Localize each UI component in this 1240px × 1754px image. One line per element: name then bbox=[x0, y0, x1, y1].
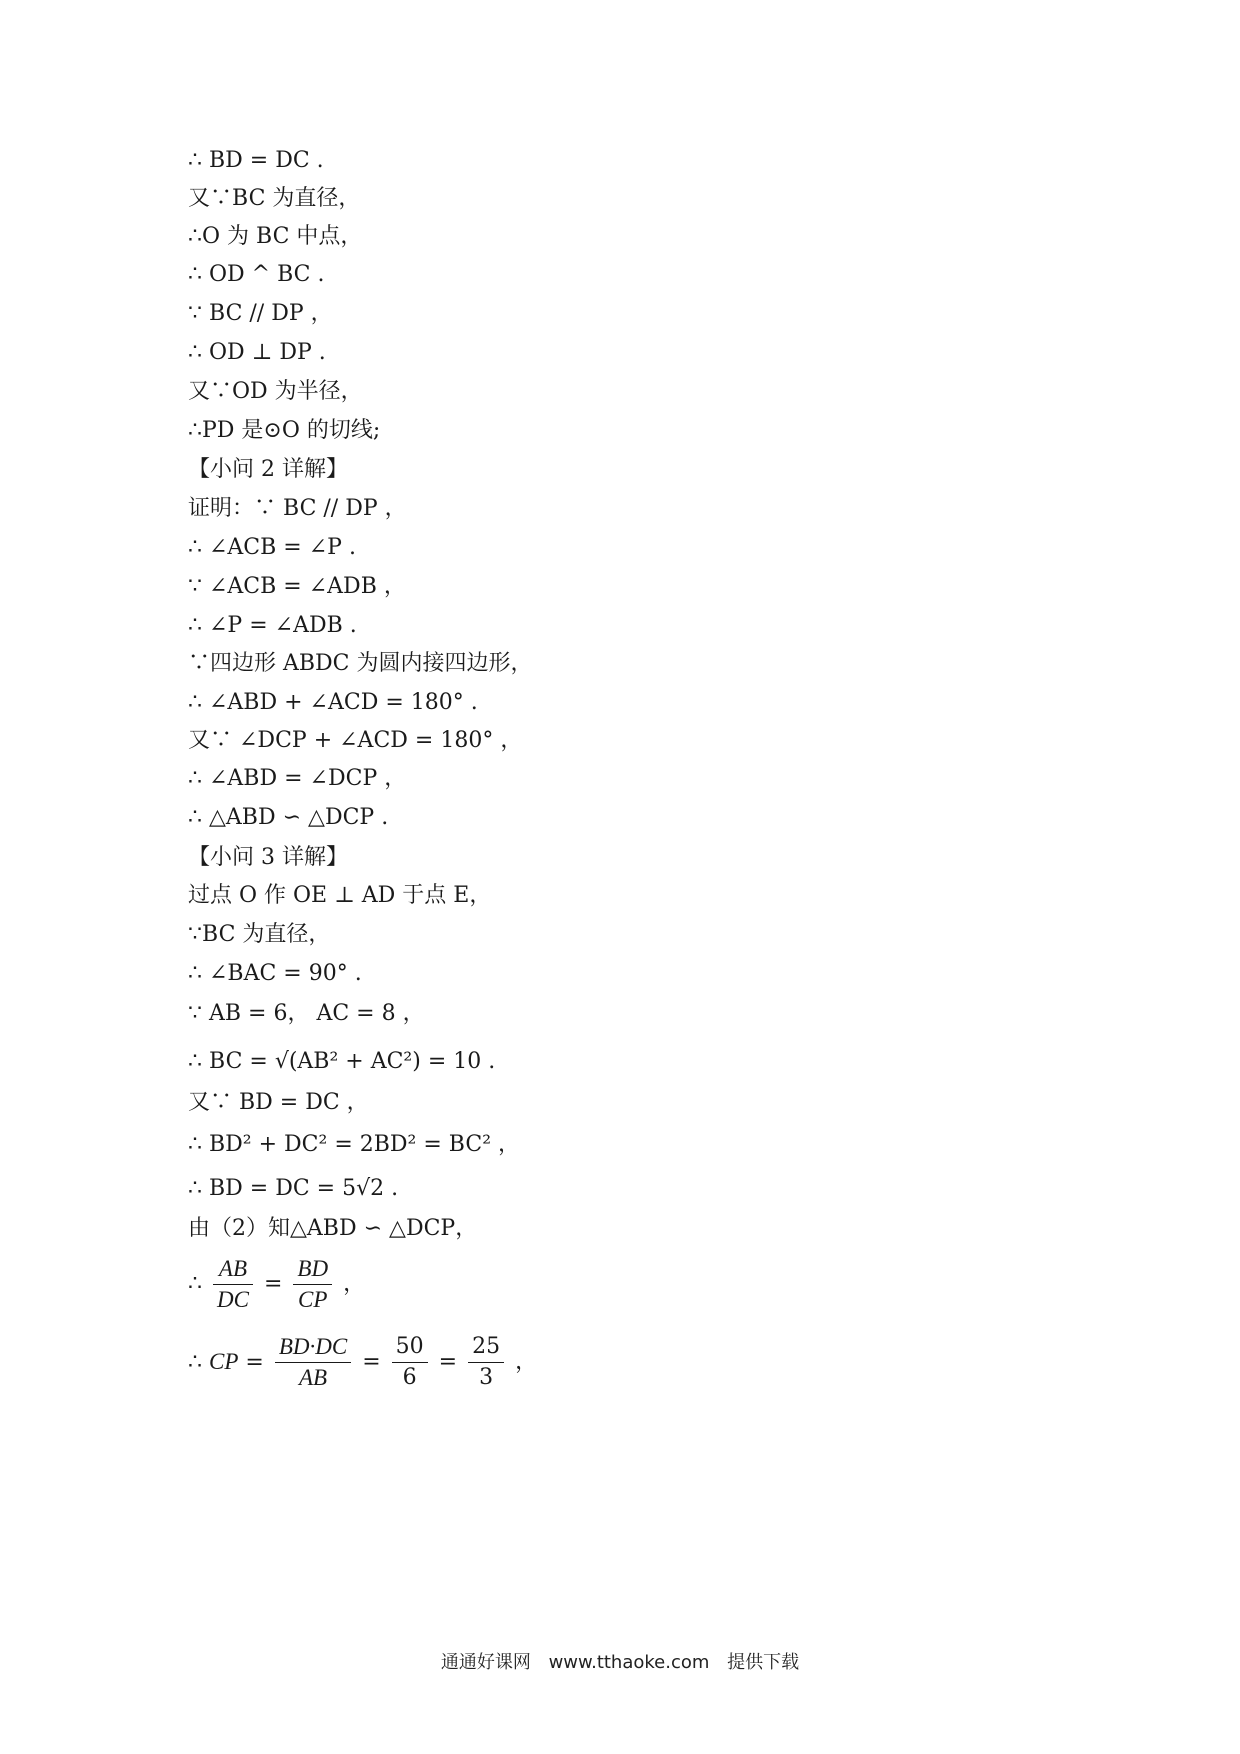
solution-line: 又∵OD 为半径， bbox=[188, 379, 363, 404]
fraction-line-2: ∴ CP = $\frac{BD\cdot DC}{AB}$ = $\frac{50}{6}$ = $\frac{25}{3}$ ， bbox=[188, 1332, 537, 1393]
fraction: $\frac{50}{6}$ bbox=[392, 1332, 428, 1393]
solution-line: 又∵BC 为直径， bbox=[188, 186, 361, 211]
solution-line: ∴ OD ⊥ DP . bbox=[188, 340, 326, 365]
solution-line: 又∵ ∠DCP + ∠ACD = 180° ， bbox=[188, 728, 523, 753]
solution-line: ∵四边形 ABDC 为圆内接四边形， bbox=[188, 651, 533, 676]
section-heading-q3: 【小问 3 详解】 bbox=[188, 845, 348, 870]
solution-line: ∴ ∠ACB = ∠P . bbox=[188, 535, 356, 560]
solution-line: ∴ OD ^ BC . bbox=[188, 262, 325, 287]
footer-site-name: 通通好课网 bbox=[440, 1652, 531, 1673]
solution-line: ∵BC 为直径， bbox=[188, 922, 331, 947]
solution-line: 由（2）知△ABD ∽ △DCP， bbox=[188, 1216, 478, 1241]
footer-tagline: 提供下载 bbox=[727, 1652, 800, 1673]
solution-line: ∵ ∠ACB = ∠ADB ， bbox=[188, 574, 406, 599]
solution-line: ∴ ∠BAC = 90° . bbox=[188, 961, 362, 986]
solution-line: ∴ △ABD ∽ △DCP . bbox=[188, 805, 389, 830]
solution-line: ∴ ∠P = ∠ADB . bbox=[188, 613, 357, 638]
solution-line: ∴ BD = DC = 5√2 . bbox=[188, 1176, 399, 1201]
page-footer bbox=[0, 1648, 1240, 1674]
solution-line: 证明：∵ BC // DP ， bbox=[188, 496, 407, 521]
fraction: $\frac{BD}{CP}$ bbox=[293, 1254, 332, 1315]
fraction-line-1: ∴ $\frac{AB}{DC}$ = $\frac{BD}{CP}$ ， bbox=[188, 1254, 365, 1315]
solution-line: ∵ BC // DP ， bbox=[188, 301, 333, 326]
solution-line: ∴ BD = DC . bbox=[188, 148, 324, 173]
fraction: $\frac{25}{3}$ bbox=[468, 1332, 504, 1393]
fraction: $\frac{AB}{DC}$ bbox=[213, 1254, 253, 1315]
fraction: $\frac{BD\cdot DC}{AB}$ bbox=[275, 1332, 351, 1393]
solution-line: ∴ BC = √(AB² + AC²) = 10 . bbox=[188, 1049, 496, 1074]
solution-line: ∵ AB = 6， AC = 8 ， bbox=[188, 1001, 425, 1026]
solution-line: ∴PD 是⊙O 的切线; bbox=[188, 418, 381, 443]
solution-line: ∴ ∠ABD = ∠DCP ， bbox=[188, 766, 407, 791]
solution-line: 又∵ BD = DC ， bbox=[188, 1090, 369, 1115]
solution-line: ∴ ∠ABD + ∠ACD = 180° . bbox=[188, 690, 478, 715]
solution-line: ∴ BD² + DC² = 2BD² = BC² ， bbox=[188, 1132, 521, 1157]
solution-line: ∴O 为 BC 中点， bbox=[188, 224, 363, 249]
footer-url: www.tthaoke.com bbox=[548, 1652, 710, 1673]
solution-line: 过点 O 作 OE ⊥ AD 于点 E， bbox=[188, 883, 492, 908]
section-heading-q2: 【小问 2 详解】 bbox=[188, 457, 348, 482]
